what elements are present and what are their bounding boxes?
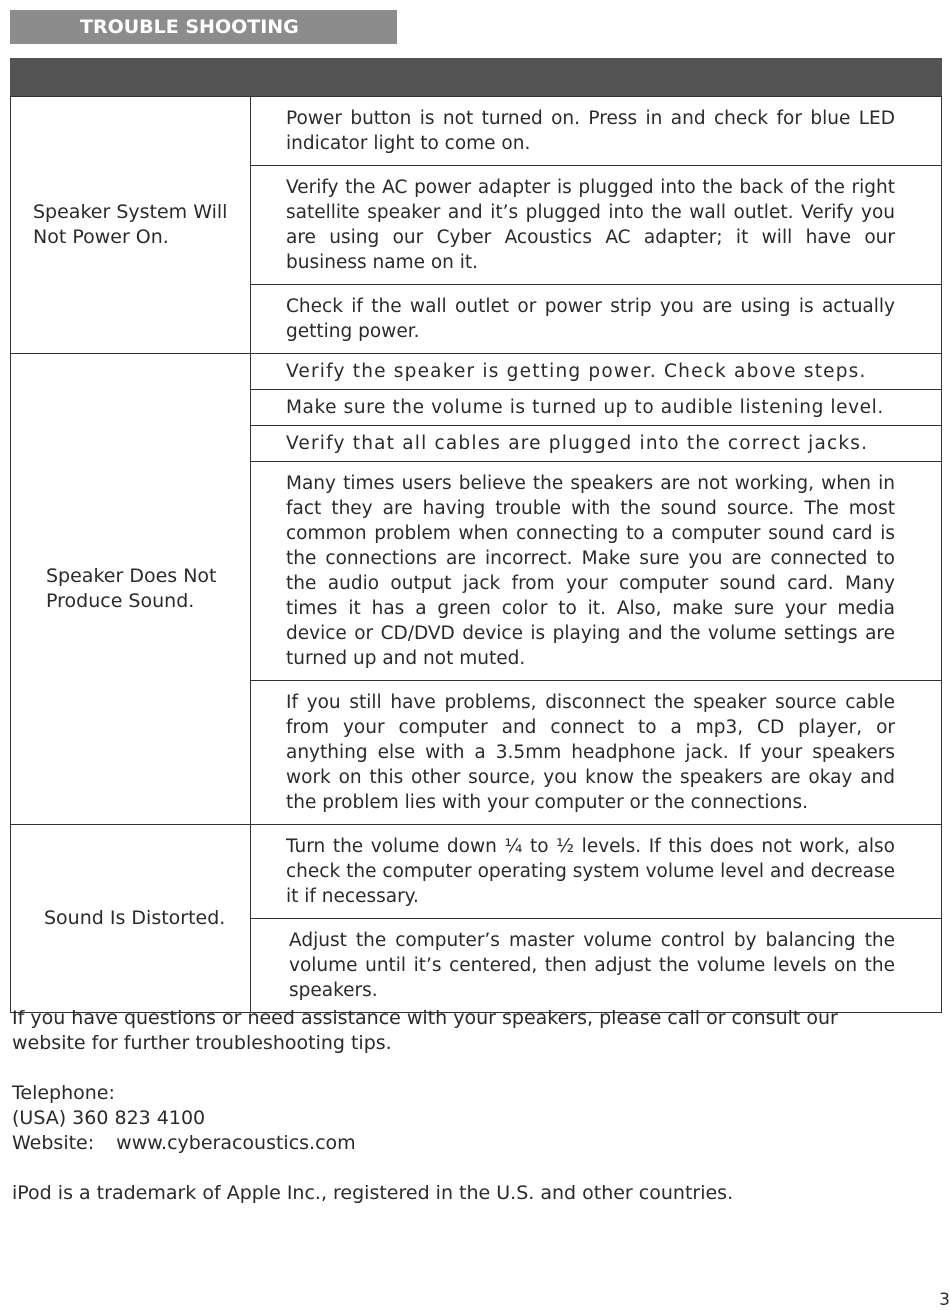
solution-cell: If you still have problems, disconnect the speaker source cable from your computer and connect to a mp3, CD player, or anything else with a 3.5mm headphone jack. If your speakers work on this other source, you know the speakers are okay and the problem lies with your computer or the connections. [251, 681, 942, 825]
problem-cell: Sound Is Distorted. [11, 825, 251, 1013]
solution-cell: Check if the wall outlet or power strip you are using is actually getting power. [251, 285, 942, 354]
website-label: Website: [12, 1132, 95, 1154]
solution-cell: Make sure the volume is turned up to audible listening level. [251, 390, 942, 426]
telephone-number: (USA) 360 823 4100 [12, 1107, 206, 1129]
solution-cell: Turn the volume down ¼ to ½ levels. If this does not work, also check the computer operating system volume level and decrease it if necessary. [251, 825, 942, 919]
table-row [11, 825, 942, 919]
solution-cell: Power button is not turned on. Press in and check for blue LED indicator light to come on. [251, 97, 942, 166]
table-header-bar [10, 58, 942, 96]
assistance-text: If you have questions or need assistance with your speakers, please call or consult our website for further troubleshooting tips. [12, 1007, 838, 1054]
troubleshooting-grid [10, 96, 942, 1013]
problem-cell: Speaker Does Not Produce Sound. [11, 354, 251, 825]
trademark-notice: iPod is a trademark of Apple Inc., registered in the U.S. and other countries. [12, 1182, 734, 1204]
solution-cell: Verify that all cables are plugged into the correct jacks. [251, 426, 942, 462]
contact-footer [12, 1006, 912, 1206]
website-line [12, 1131, 912, 1156]
problem-cell: Speaker System Will Not Power On. [11, 97, 251, 354]
page-number: 3 [939, 1290, 950, 1310]
table-row [11, 97, 942, 166]
telephone-label: Telephone: [12, 1082, 115, 1104]
solution-cell: Many times users believe the speakers are not working, when in fact they are having trouble with the sound source. The most common problem when connecting to a computer sound card is the connections are incorrect. Make sure you are connected to the audio output jack from your computer sound card. Many times it has a green color to it. Also, make sure your media device or CD/DVD device is playing and the volume settings are turned up and not muted. [251, 462, 942, 681]
table-row [11, 354, 942, 390]
troubleshooting-table [10, 58, 942, 1013]
solution-cell: Verify the AC power adapter is plugged into the back of the right satellite speaker and it’s plugged into the wall outlet. Verify you are using our Cyber Acoustics AC adapter; it will have our business name on it. [251, 166, 942, 285]
solution-cell: Verify the speaker is getting power. Check above steps. [251, 354, 942, 390]
solution-cell: Adjust the computer’s master volume control by balancing the volume until it’s centered, then adjust the volume levels on the speakers. [251, 919, 942, 1013]
website-url[interactable]: www.cyberacoustics.com [116, 1132, 356, 1154]
section-title: TROUBLE SHOOTING [10, 10, 397, 44]
